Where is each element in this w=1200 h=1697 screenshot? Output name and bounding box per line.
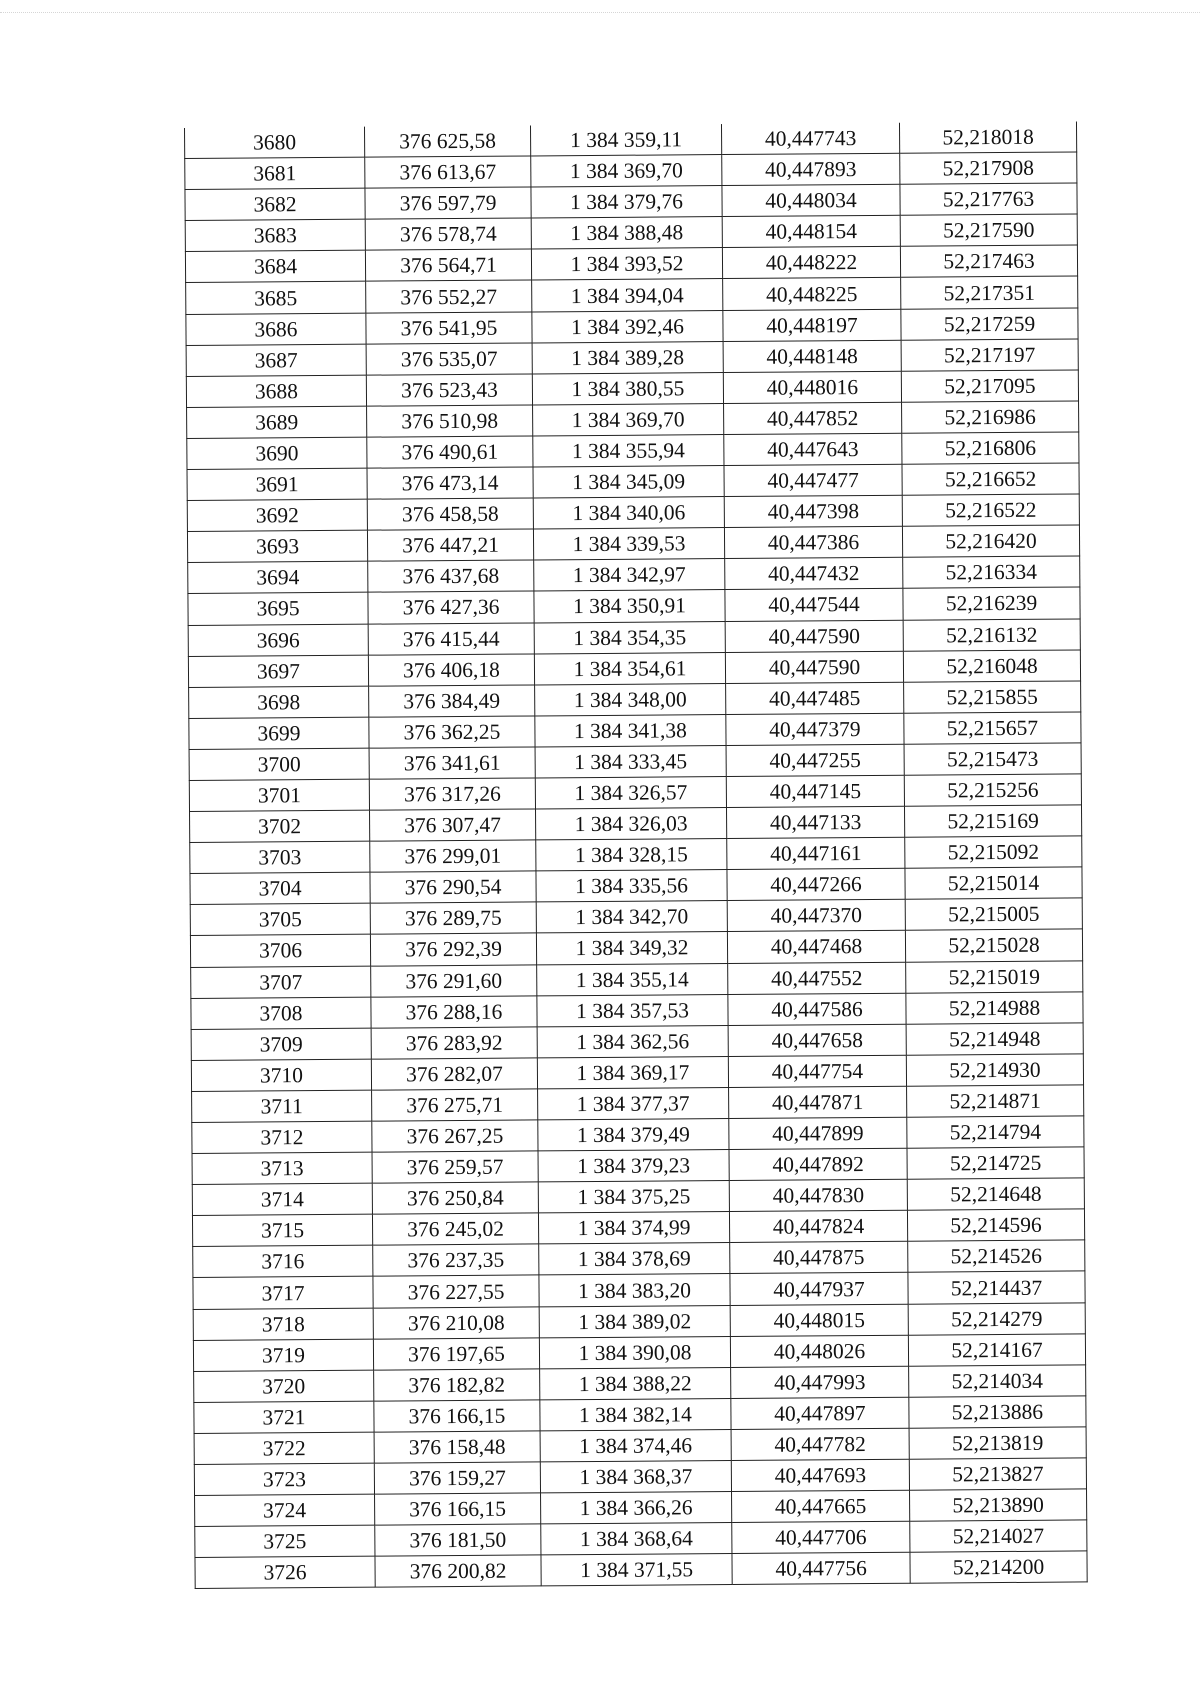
cell-longitude: 52,214988: [906, 992, 1083, 1024]
cell-point-number: 3709: [191, 1028, 371, 1060]
cell-longitude: 52,213890: [910, 1489, 1087, 1521]
cell-latitude: 40,447161: [727, 837, 905, 869]
cell-latitude: 40,447706: [732, 1521, 910, 1553]
cell-latitude: 40,447897: [731, 1397, 909, 1429]
cell-coord-x: 376 458,58: [367, 498, 533, 530]
cell-coord-x: 376 490,61: [367, 436, 533, 468]
cell-coord-y: 1 384 369,17: [537, 1056, 728, 1088]
cell-coord-x: 376 158,48: [374, 1431, 540, 1463]
cell-coord-x: 376 415,44: [368, 622, 534, 654]
cell-coord-y: 1 384 374,99: [538, 1212, 729, 1244]
cell-latitude: 40,447590: [725, 651, 903, 683]
cell-latitude: 40,448197: [723, 309, 901, 341]
cell-coord-x: 376 437,68: [368, 560, 534, 592]
cell-coord-y: 1 384 359,11: [530, 124, 721, 156]
cell-latitude: 40,447266: [727, 868, 905, 900]
cell-coord-y: 1 384 388,22: [540, 1367, 731, 1399]
cell-point-number: 3721: [194, 1401, 374, 1433]
cell-longitude: 52,215014: [905, 867, 1082, 899]
cell-coord-y: 1 384 350,91: [534, 590, 725, 622]
cell-point-number: 3685: [186, 282, 366, 314]
cell-longitude: 52,214648: [907, 1178, 1084, 1210]
cell-latitude: 40,447893: [722, 153, 900, 185]
cell-coord-x: 376 292,39: [370, 933, 536, 965]
cell-point-number: 3680: [184, 127, 364, 159]
cell-point-number: 3687: [186, 344, 366, 376]
cell-point-number: 3689: [187, 406, 367, 438]
cell-coord-x: 376 317,26: [369, 778, 535, 810]
cell-coord-x: 376 473,14: [367, 467, 533, 499]
cell-coord-y: 1 384 383,20: [539, 1274, 730, 1306]
cell-longitude: 52,216334: [903, 556, 1080, 588]
cell-coord-x: 376 427,36: [368, 591, 534, 623]
cell-coord-y: 1 384 394,04: [532, 279, 723, 311]
cell-coord-x: 376 541,95: [366, 312, 532, 344]
cell-longitude: 52,215092: [905, 836, 1082, 868]
cell-longitude: 52,217351: [901, 276, 1078, 308]
cell-coord-y: 1 384 379,76: [531, 186, 722, 218]
coordinates-table-container: [184, 121, 1087, 1589]
cell-coord-x: 376 535,07: [366, 343, 532, 375]
cell-longitude: 52,216522: [902, 494, 1079, 526]
cell-coord-y: 1 384 362,56: [537, 1025, 728, 1057]
cell-longitude: 52,216132: [903, 618, 1080, 650]
cell-point-number: 3682: [185, 188, 365, 220]
cell-point-number: 3699: [189, 717, 369, 749]
cell-longitude: 52,214034: [909, 1365, 1086, 1397]
cell-coord-x: 376 259,57: [372, 1151, 538, 1183]
cell-latitude: 40,447432: [725, 558, 903, 590]
cell-longitude: 52,216420: [902, 525, 1079, 557]
cell-coord-y: 1 384 379,23: [538, 1150, 729, 1182]
cell-coord-x: 376 197,65: [373, 1338, 539, 1370]
cell-coord-y: 1 384 349,32: [536, 932, 727, 964]
cell-coord-x: 376 250,84: [372, 1182, 538, 1214]
cell-longitude: 52,217463: [900, 245, 1077, 277]
cell-latitude: 40,447665: [732, 1490, 910, 1522]
cell-latitude: 40,447485: [726, 682, 904, 714]
cell-coord-x: 376 166,15: [375, 1493, 541, 1525]
cell-longitude: 52,217590: [900, 214, 1077, 246]
cell-coord-y: 1 384 341,38: [535, 714, 726, 746]
cell-point-number: 3723: [194, 1463, 374, 1495]
cell-coord-y: 1 384 369,70: [531, 155, 722, 187]
cell-coord-y: 1 384 389,28: [532, 341, 723, 373]
cell-coord-y: 1 384 380,55: [532, 372, 723, 404]
cell-coord-x: 376 384,49: [369, 685, 535, 717]
cell-longitude: 52,214027: [910, 1520, 1087, 1552]
cell-coord-x: 376 282,07: [371, 1058, 537, 1090]
cell-longitude: 52,215473: [904, 743, 1081, 775]
cell-coord-x: 376 510,98: [367, 405, 533, 437]
scan-edge-line: [0, 12, 1200, 13]
cell-latitude: 40,447643: [724, 433, 902, 465]
cell-longitude: 52,213819: [909, 1427, 1086, 1459]
cell-longitude: 52,217763: [900, 183, 1077, 215]
cell-latitude: 40,447875: [730, 1242, 908, 1274]
cell-coord-y: 1 384 375,25: [538, 1181, 729, 1213]
cell-longitude: 52,217197: [901, 339, 1078, 371]
cell-longitude: 52,214948: [906, 1023, 1083, 1055]
cell-coord-y: 1 384 378,69: [539, 1243, 730, 1275]
cell-point-number: 3684: [185, 251, 365, 283]
cell-longitude: 52,215019: [906, 960, 1083, 992]
cell-latitude: 40,447379: [726, 713, 904, 745]
cell-longitude: 52,214725: [907, 1147, 1084, 1179]
cell-latitude: 40,447586: [728, 993, 906, 1025]
cell-latitude: 40,448154: [722, 216, 900, 248]
cell-latitude: 40,448026: [730, 1335, 908, 1367]
cell-coord-y: 1 384 335,56: [536, 870, 727, 902]
cell-coord-x: 376 227,55: [373, 1275, 539, 1307]
cell-longitude: 52,214167: [908, 1334, 1085, 1366]
cell-coord-y: 1 384 382,14: [540, 1398, 731, 1430]
cell-latitude: 40,447937: [730, 1273, 908, 1305]
cell-coord-x: 376 578,74: [365, 218, 531, 250]
cell-point-number: 3688: [186, 375, 366, 407]
cell-longitude: 52,215657: [904, 712, 1081, 744]
cell-point-number: 3706: [190, 935, 370, 967]
cell-latitude: 40,447824: [729, 1211, 907, 1243]
cell-longitude: 52,214794: [907, 1116, 1084, 1148]
cell-coord-y: 1 384 342,97: [534, 559, 725, 591]
cell-coord-x: 376 290,54: [370, 871, 536, 903]
cell-point-number: 3713: [192, 1152, 372, 1184]
cell-longitude: 52,214526: [908, 1240, 1085, 1272]
cell-coord-y: 1 384 328,15: [536, 839, 727, 871]
cell-coord-y: 1 384 368,64: [541, 1523, 732, 1555]
cell-coord-x: 376 267,25: [372, 1120, 538, 1152]
cell-latitude: 40,447658: [728, 1024, 906, 1056]
cell-latitude: 40,447830: [729, 1179, 907, 1211]
cell-coord-y: 1 384 366,26: [541, 1492, 732, 1524]
cell-latitude: 40,447386: [724, 526, 902, 558]
cell-coord-x: 376 245,02: [372, 1213, 538, 1245]
cell-coord-x: 376 237,35: [373, 1244, 539, 1276]
cell-latitude: 40,447468: [727, 931, 905, 963]
cell-point-number: 3690: [187, 437, 367, 469]
cell-coord-y: 1 384 374,46: [540, 1429, 731, 1461]
cell-longitude: 52,218018: [899, 121, 1076, 153]
cell-point-number: 3686: [186, 313, 366, 345]
cell-coord-y: 1 384 388,48: [531, 217, 722, 249]
cell-point-number: 3692: [187, 499, 367, 531]
cell-latitude: 40,447852: [724, 402, 902, 434]
cell-coord-x: 376 362,25: [369, 716, 535, 748]
cell-longitude: 52,214930: [906, 1054, 1083, 1086]
cell-point-number: 3726: [195, 1556, 375, 1588]
cell-longitude: 52,214279: [908, 1302, 1085, 1334]
cell-point-number: 3722: [194, 1432, 374, 1464]
cell-point-number: 3691: [187, 468, 367, 500]
cell-coord-y: 1 384 369,70: [533, 403, 724, 435]
cell-coord-x: 376 275,71: [372, 1089, 538, 1121]
cell-coord-x: 376 159,27: [374, 1462, 540, 1494]
cell-coord-y: 1 384 354,61: [534, 652, 725, 684]
cell-latitude: 40,447544: [725, 589, 903, 621]
cell-coord-x: 376 289,75: [370, 902, 536, 934]
cell-coord-x: 376 181,50: [375, 1524, 541, 1556]
cell-latitude: 40,447145: [726, 775, 904, 807]
table-row: [195, 1551, 1087, 1589]
cell-point-number: 3708: [191, 997, 371, 1029]
cell-longitude: 52,216806: [902, 432, 1079, 464]
cell-point-number: 3694: [188, 561, 368, 593]
cell-coord-y: 1 384 390,08: [539, 1336, 730, 1368]
cell-coord-y: 1 384 348,00: [535, 683, 726, 715]
cell-coord-y: 1 384 377,37: [538, 1087, 729, 1119]
cell-coord-x: 376 613,67: [365, 156, 531, 188]
cell-point-number: 3683: [185, 219, 365, 251]
cell-latitude: 40,447892: [729, 1148, 907, 1180]
cell-longitude: 52,214871: [907, 1085, 1084, 1117]
cell-coord-y: 1 384 339,53: [533, 528, 724, 560]
cell-point-number: 3693: [187, 530, 367, 562]
cell-latitude: 40,447477: [724, 464, 902, 496]
cell-longitude: 52,216048: [903, 650, 1080, 682]
cell-point-number: 3697: [188, 655, 368, 687]
cell-longitude: 52,215028: [905, 929, 1082, 961]
cell-longitude: 52,217259: [901, 308, 1078, 340]
cell-coord-y: 1 384 393,52: [531, 248, 722, 280]
cell-longitude: 52,217908: [900, 152, 1077, 184]
cell-coord-y: 1 384 333,45: [535, 745, 726, 777]
cell-coord-x: 376 406,18: [368, 654, 534, 686]
cell-coord-x: 376 552,27: [366, 280, 532, 312]
cell-coord-x: 376 288,16: [371, 996, 537, 1028]
cell-latitude: 40,447398: [724, 495, 902, 527]
cell-latitude: 40,447754: [728, 1055, 906, 1087]
cell-coord-y: 1 384 326,57: [535, 777, 726, 809]
cell-point-number: 3707: [191, 966, 371, 998]
cell-latitude: 40,447552: [728, 962, 906, 994]
cell-point-number: 3720: [194, 1370, 374, 1402]
cell-longitude: 52,217095: [901, 370, 1078, 402]
cell-point-number: 3704: [190, 872, 370, 904]
cell-point-number: 3719: [193, 1339, 373, 1371]
cell-point-number: 3698: [189, 686, 369, 718]
cell-latitude: 40,448015: [730, 1304, 908, 1336]
cell-coord-x: 376 597,79: [365, 187, 531, 219]
cell-latitude: 40,448148: [723, 340, 901, 372]
cell-coord-x: 376 447,21: [367, 529, 533, 561]
cell-coord-y: 1 384 345,09: [533, 466, 724, 498]
cell-point-number: 3711: [192, 1090, 372, 1122]
cell-point-number: 3703: [190, 841, 370, 873]
cell-point-number: 3701: [189, 779, 369, 811]
cell-longitude: 52,216986: [902, 401, 1079, 433]
cell-point-number: 3710: [191, 1059, 371, 1091]
cell-coord-x: 376 291,60: [371, 964, 537, 996]
cell-latitude: 40,448016: [723, 371, 901, 403]
cell-point-number: 3696: [188, 624, 368, 656]
cell-coord-y: 1 384 354,35: [534, 621, 725, 653]
cell-point-number: 3700: [189, 748, 369, 780]
cell-coord-x: 376 299,01: [370, 840, 536, 872]
cell-coord-x: 376 210,08: [373, 1306, 539, 1338]
cell-point-number: 3715: [192, 1214, 372, 1246]
cell-longitude: 52,213827: [909, 1458, 1086, 1490]
cell-latitude: 40,447743: [721, 123, 899, 155]
cell-point-number: 3716: [193, 1246, 373, 1278]
cell-longitude: 52,214437: [908, 1271, 1085, 1303]
cell-longitude: 52,214200: [910, 1551, 1087, 1583]
cell-coord-y: 1 384 389,02: [539, 1305, 730, 1337]
cell-longitude: 52,213886: [909, 1396, 1086, 1428]
cell-point-number: 3725: [195, 1525, 375, 1557]
cell-latitude: 40,447899: [729, 1117, 907, 1149]
cell-coord-x: 376 625,58: [364, 125, 530, 157]
cell-coord-y: 1 384 355,94: [533, 434, 724, 466]
cell-latitude: 40,447756: [732, 1553, 910, 1585]
cell-latitude: 40,447693: [731, 1459, 909, 1491]
cell-coord-x: 376 523,43: [366, 374, 532, 406]
cell-latitude: 40,448034: [722, 184, 900, 216]
cell-coord-x: 376 307,47: [370, 809, 536, 841]
cell-longitude: 52,215169: [904, 805, 1081, 837]
cell-coord-y: 1 384 371,55: [541, 1554, 732, 1586]
coordinates-table: [184, 121, 1088, 1589]
cell-latitude: 40,447782: [731, 1428, 909, 1460]
cell-point-number: 3702: [190, 810, 370, 842]
cell-coord-y: 1 384 340,06: [533, 497, 724, 529]
cell-latitude: 40,447133: [726, 806, 904, 838]
cell-coord-y: 1 384 368,37: [540, 1461, 731, 1493]
cell-coord-x: 376 564,71: [365, 249, 531, 281]
cell-longitude: 52,215005: [905, 898, 1082, 930]
cell-longitude: 52,215855: [904, 681, 1081, 713]
cell-latitude: 40,447993: [731, 1366, 909, 1398]
cell-longitude: 52,216239: [903, 587, 1080, 619]
cell-coord-y: 1 384 342,70: [536, 901, 727, 933]
cell-coord-x: 376 341,61: [369, 747, 535, 779]
cell-latitude: 40,448222: [722, 247, 900, 279]
cell-point-number: 3695: [188, 593, 368, 625]
cell-coord-y: 1 384 379,49: [538, 1119, 729, 1151]
cell-coord-x: 376 182,82: [374, 1369, 540, 1401]
cell-coord-x: 376 166,15: [374, 1400, 540, 1432]
cell-latitude: 40,448225: [723, 278, 901, 310]
cell-latitude: 40,447871: [729, 1086, 907, 1118]
cell-point-number: 3712: [192, 1121, 372, 1153]
cell-point-number: 3724: [195, 1494, 375, 1526]
cell-latitude: 40,447590: [725, 620, 903, 652]
cell-point-number: 3705: [190, 903, 370, 935]
cell-point-number: 3718: [193, 1308, 373, 1340]
cell-coord-y: 1 384 326,03: [536, 808, 727, 840]
cell-point-number: 3714: [192, 1183, 372, 1215]
cell-point-number: 3717: [193, 1277, 373, 1309]
cell-latitude: 40,447370: [727, 900, 905, 932]
cell-latitude: 40,447255: [726, 744, 904, 776]
coordinates-table-body: [184, 121, 1087, 1588]
cell-coord-x: 376 283,92: [371, 1027, 537, 1059]
cell-longitude: 52,215256: [904, 774, 1081, 806]
cell-coord-y: 1 384 355,14: [537, 963, 728, 995]
cell-coord-x: 376 200,82: [375, 1555, 541, 1587]
cell-point-number: 3681: [185, 157, 365, 189]
cell-longitude: 52,216652: [902, 463, 1079, 495]
cell-longitude: 52,214596: [907, 1209, 1084, 1241]
cell-coord-y: 1 384 357,53: [537, 994, 728, 1026]
cell-coord-y: 1 384 392,46: [532, 310, 723, 342]
